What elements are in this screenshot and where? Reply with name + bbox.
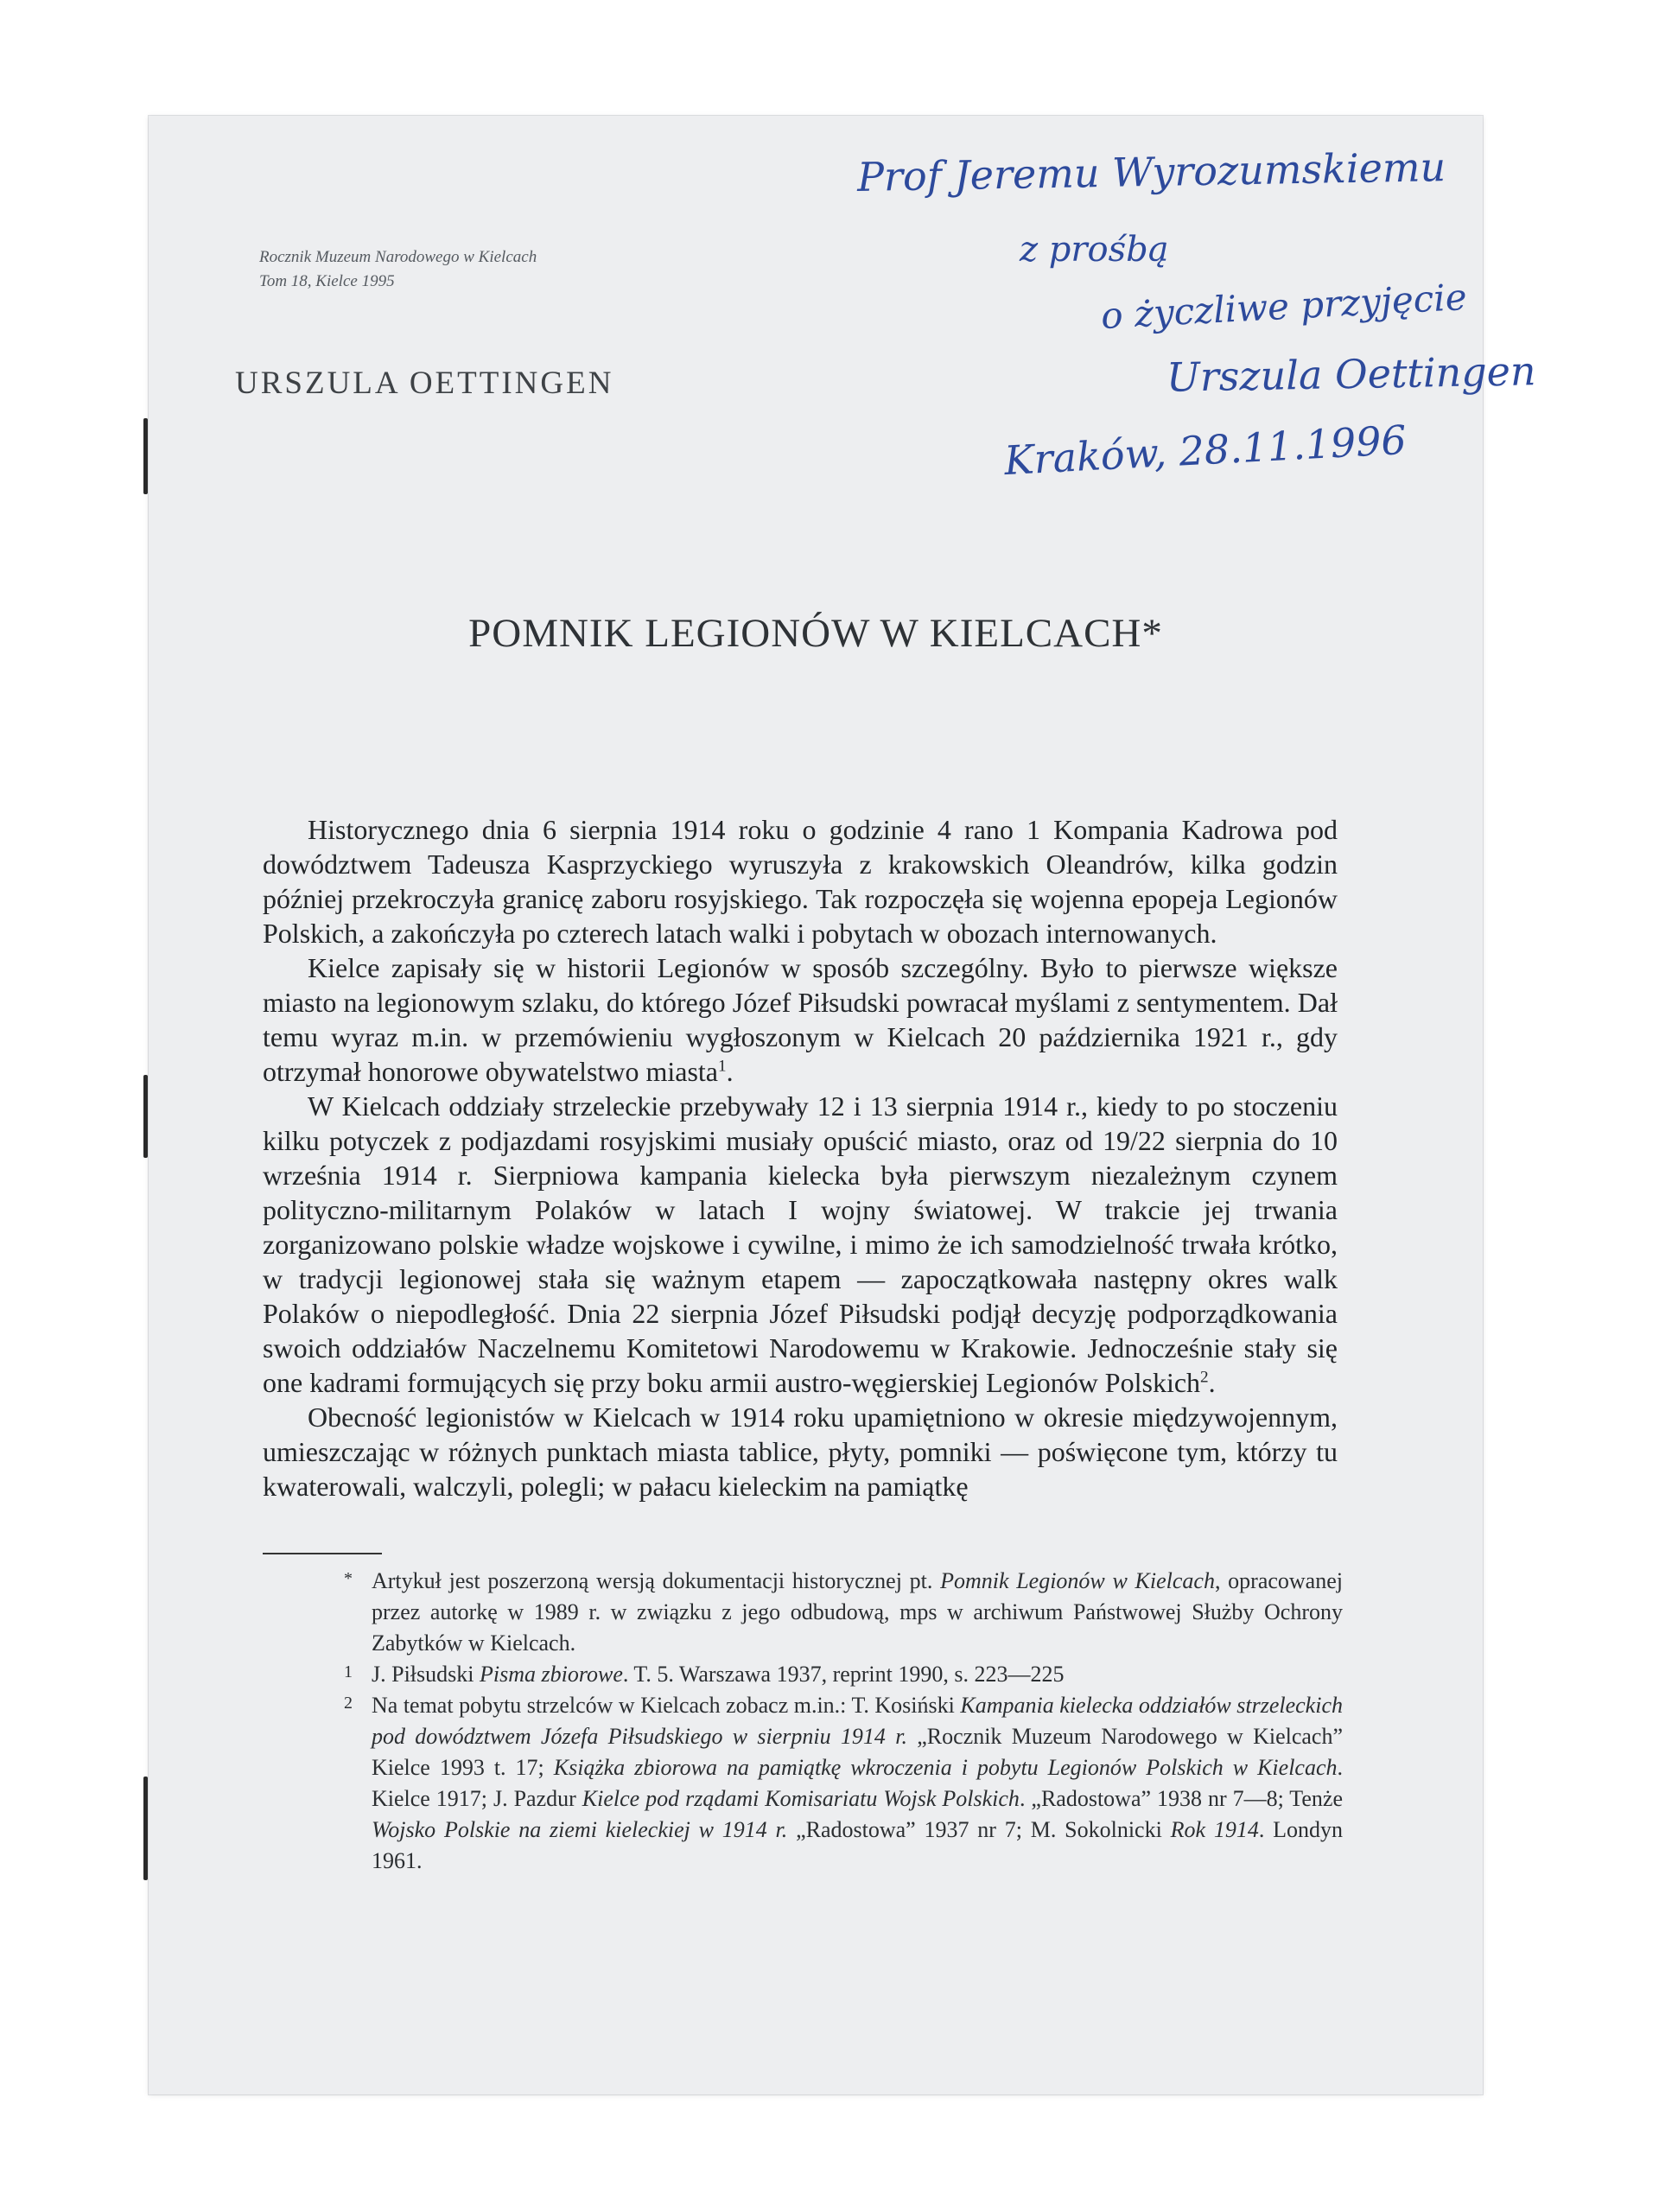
paragraph-3-end: . bbox=[1208, 1367, 1216, 1398]
paragraph-4-text: Obecność legionistów w Kielcach w 1914 roku upamiętniono w okresie międzywojennym, umieszczając w różnych punktach miasta tablice, płyty, pomniki — poświęcone tym, którzy tu kwaterowali, walczyli, polegli; w pałacu kieleckim na pamiątkę bbox=[263, 1402, 1338, 1502]
footnote-title: Rok 1914 bbox=[1170, 1817, 1259, 1842]
paragraph-3-text: W Kielcach oddziały strzeleckie przebywały 12 i 13 sierpnia 1914 r., kiedy to po stoczeniu kilku potyczek z podjazdami rosyjskimi musiały opuścić miasto, oraz od 19/22 sierpnia do 10 września 1914 r. Sierpniowa kampania kielecka była pierwszym niezależnym czynem polityczno-militarnym Polaków w latach I wojny światowej. W trakcie jej trwania zorganizowano polskie władze wojskowe i cywilne, i mimo że ich samodzielność trwała krótko, w tradycji legionowej stała się ważnym etapem — zapoczątkowała następny okres walk Polaków o niepodległość. Dnia 22 sierpnia Józef Piłsudski podjął decyzję podporządkowania swoich oddziałów Naczelnemu Komitetowi Narodowemu w Krakowie. Jednocześnie stały się one kadrami formujących się przy boku armii austro-węgierskiej Legionów Polskich bbox=[263, 1090, 1338, 1398]
dedication-line-2: z prośbą bbox=[1020, 230, 1169, 270]
footnote-star bbox=[335, 1566, 1343, 1659]
footnotes bbox=[335, 1566, 1343, 1877]
paragraph-3 bbox=[263, 1089, 1338, 1400]
dedication-line-1: Prof Jeremu Wyrozumskiemu bbox=[856, 143, 1446, 200]
footnote-text: . Londyn 1961. bbox=[372, 1817, 1343, 1873]
paragraph-2 bbox=[263, 950, 1338, 1089]
footnote-text: „Radostowa” 1937 nr 7; M. Sokolnicki bbox=[787, 1817, 1171, 1842]
paragraph-1 bbox=[263, 812, 1338, 950]
staple-top bbox=[143, 418, 148, 494]
footnote-text: Na temat pobytu strzelców w Kielcach zobacz m.in.: T. Kosiński bbox=[372, 1693, 961, 1718]
footnote-text: „Rocznik Muzeum Narodowego w Kielcach” Kielce 1993 t. 17; bbox=[372, 1724, 1343, 1780]
footnote-title: Kielce pod rządami Komisariatu Wojsk Polskich bbox=[582, 1786, 1020, 1811]
dedication-date: Kraków, 28.11.1996 bbox=[1002, 416, 1408, 485]
footnote-text: J. Piłsudski bbox=[372, 1662, 480, 1687]
footnote-title: Kampania kielecka oddziałów strzeleckich pod dowództwem Józefa Piłsudskiego w sierpniu 1914 r. bbox=[372, 1693, 1343, 1749]
footnote-title: Pisma zbiorowe bbox=[480, 1662, 623, 1687]
journal-name: Rocznik Muzeum Narodowego w Kielcach bbox=[259, 248, 537, 266]
journal-header bbox=[259, 245, 864, 294]
paragraph-2-text: Kielce zapisały się w historii Legionów w sposób szczególny. Było to pierwsze większe miasto na legionowym szlaku, do którego Józef Piłsudski powracał myślami z sentymentem. Dał temu wyraz m.in. w przemówieniu wygłoszonym w Kielcach 20 października 1921 r., gdy otrzymał honorowe obywatelstwo miasta bbox=[263, 952, 1338, 1087]
footnote-1 bbox=[335, 1659, 1343, 1690]
footnote-mark: 1 bbox=[344, 1662, 353, 1681]
footnote-ref-1: 1 bbox=[717, 1057, 727, 1076]
author-name: URSZULA OETTINGEN bbox=[235, 365, 614, 401]
staple-bottom bbox=[143, 1777, 148, 1880]
document-page bbox=[149, 116, 1536, 2094]
article-body bbox=[263, 812, 1338, 1503]
paragraph-4 bbox=[263, 1400, 1338, 1503]
dedication-signature: Urszula Oettingen bbox=[1166, 347, 1536, 401]
footnote-ref-2: 2 bbox=[1200, 1368, 1209, 1387]
footnote-title: Wojsko Polskie na ziemi kieleckiej w 1914 r. bbox=[372, 1817, 788, 1842]
footnote-text: . T. 5. Warszawa 1937, reprint 1990, s. 223—225 bbox=[622, 1662, 1065, 1687]
footnote-text: , opracowanej przez autorkę w 1989 r. w związku z jego odbudową, mps w archiwum Państwowej Służby Ochrony Zabytków w Kielcach. bbox=[372, 1568, 1343, 1656]
footnote-title: Książka zbiorowa na pamiątkę wkroczenia i pobytu Legionów Polskich w Kielcach bbox=[553, 1755, 1338, 1780]
footnote-mark: 2 bbox=[344, 1694, 353, 1713]
paragraph-2-end: . bbox=[726, 1056, 734, 1087]
footnote-text: Artykuł jest poszerzoną wersją dokumentacji historycznej pt. bbox=[372, 1568, 941, 1593]
article-title: POMNIK LEGIONÓW W KIELCACH* bbox=[468, 611, 1163, 656]
journal-volume: Tom 18, Kielce 1995 bbox=[259, 272, 395, 290]
footnote-2 bbox=[335, 1690, 1343, 1877]
paragraph-1-text: Historycznego dnia 6 sierpnia 1914 roku o godzinie 4 rano 1 Kompania Kadrowa pod dowództwem Tadeusza Kasprzyckiego wyruszyła z krakowskich Oleandrów, kilka godzin później przekroczyła granicę zaboru rosyjskiego. Tak rozpoczęła się wojenna epopeja Legionów Polskich, a zakończyła po czterech latach walki i pobytach w obozach internowanych. bbox=[263, 814, 1338, 949]
footnote-title: Pomnik Legionów w Kielcach bbox=[940, 1568, 1215, 1593]
footnote-text: . „Radostowa” 1938 nr 7—8; Tenże bbox=[1019, 1786, 1343, 1811]
staple-middle bbox=[143, 1075, 148, 1158]
dedication-line-3: o życzliwe przyjęcie bbox=[1100, 275, 1468, 338]
footnote-divider bbox=[263, 1553, 382, 1554]
footnote-text: . Kielce 1917; J. Pazdur bbox=[372, 1755, 1343, 1811]
footnote-mark: * bbox=[344, 1569, 353, 1588]
